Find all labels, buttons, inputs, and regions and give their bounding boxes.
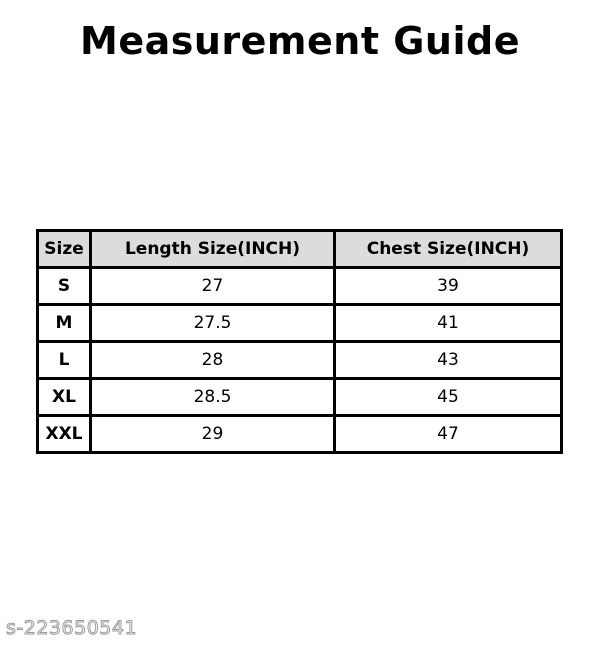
table-header-row bbox=[38, 231, 562, 268]
watermark-id: s-223650541 bbox=[6, 617, 138, 639]
page-title: Measurement Guide bbox=[80, 19, 520, 63]
chest-cell: 45 bbox=[335, 379, 562, 416]
header-chest: Chest Size(INCH) bbox=[335, 231, 562, 268]
table-row bbox=[38, 416, 562, 453]
chest-cell: 41 bbox=[335, 305, 562, 342]
measurement-table bbox=[36, 229, 563, 454]
header-size: Size bbox=[38, 231, 91, 268]
length-cell: 27.5 bbox=[91, 305, 335, 342]
length-cell: 29 bbox=[91, 416, 335, 453]
chest-cell: 39 bbox=[335, 268, 562, 305]
size-cell: M bbox=[38, 305, 91, 342]
table-row bbox=[38, 305, 562, 342]
table-row bbox=[38, 268, 562, 305]
chest-cell: 47 bbox=[335, 416, 562, 453]
length-cell: 27 bbox=[91, 268, 335, 305]
length-cell: 28.5 bbox=[91, 379, 335, 416]
size-cell: L bbox=[38, 342, 91, 379]
size-cell: XXL bbox=[38, 416, 91, 453]
table-row bbox=[38, 379, 562, 416]
size-cell: XL bbox=[38, 379, 91, 416]
table-row bbox=[38, 342, 562, 379]
header-length: Length Size(INCH) bbox=[91, 231, 335, 268]
size-cell: S bbox=[38, 268, 91, 305]
chest-cell: 43 bbox=[335, 342, 562, 379]
length-cell: 28 bbox=[91, 342, 335, 379]
